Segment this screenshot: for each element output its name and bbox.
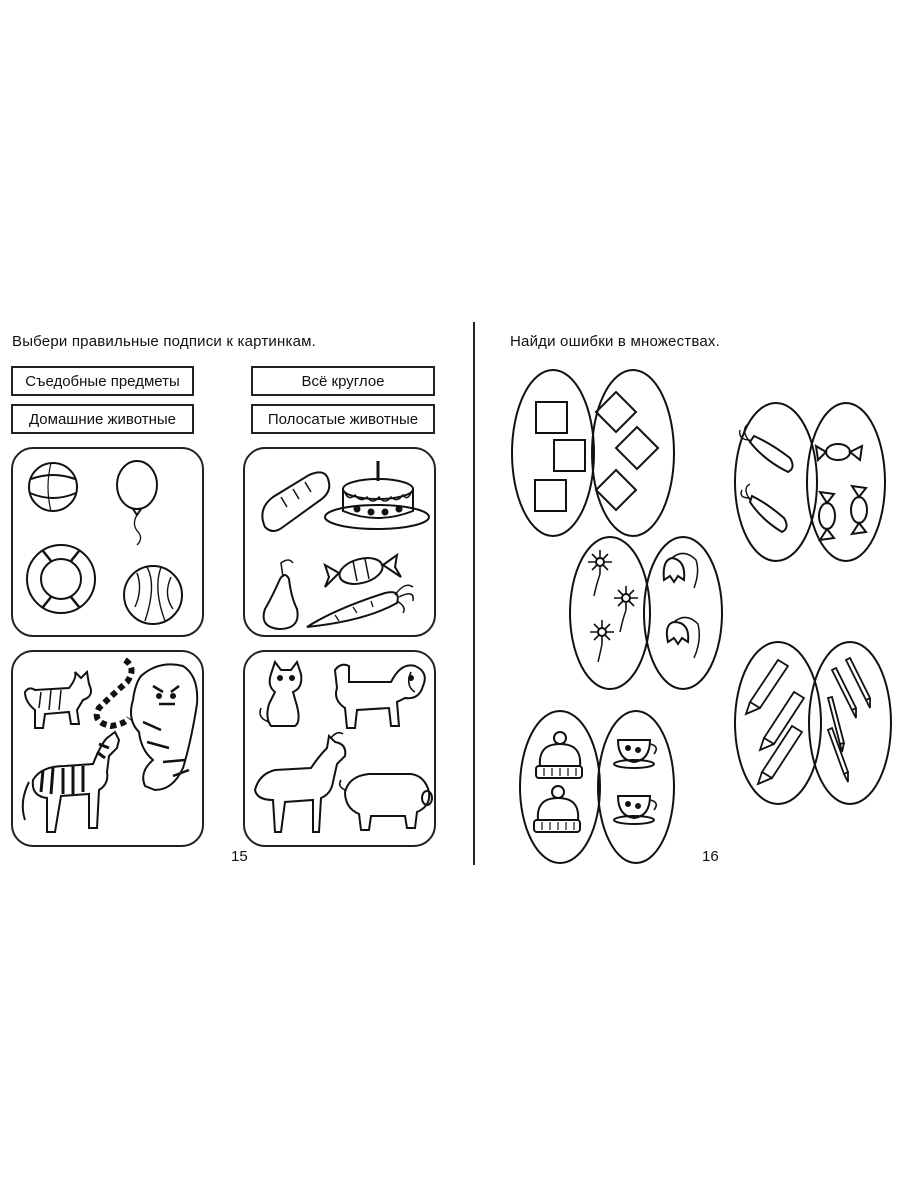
left-instruction: Выбери правильные подписи к картинкам. <box>12 333 316 350</box>
striped-cat-icon <box>25 672 91 728</box>
daisy-icon <box>614 586 638 632</box>
pencil-icon <box>746 660 788 714</box>
set-bellflowers-oval <box>644 537 722 689</box>
bellflower-icon <box>667 617 699 658</box>
panel-edible-items[interactable] <box>243 447 436 637</box>
book-spine <box>473 322 475 865</box>
set-pencils-pens[interactable] <box>735 642 891 804</box>
square-icon <box>536 402 567 433</box>
tiger-icon <box>131 664 197 790</box>
candy-icon <box>325 554 401 589</box>
daisy-icon <box>590 620 614 662</box>
cat-icon <box>260 662 301 726</box>
bellflower-icon <box>664 553 698 588</box>
cup-icon <box>614 740 656 768</box>
candy-icon <box>816 444 862 460</box>
goat-icon <box>255 733 345 832</box>
panel-domestic-animals[interactable] <box>243 650 436 847</box>
label-edible-items[interactable]: Съедобные предметы <box>11 366 194 396</box>
set-carrots-candies[interactable] <box>735 403 885 561</box>
right-page <box>478 320 900 865</box>
watermelon-icon <box>124 566 182 624</box>
lifebuoy-icon <box>27 545 95 613</box>
zebra-icon <box>23 732 119 832</box>
carrot-icon <box>740 424 793 472</box>
dog-icon <box>335 665 425 728</box>
set-rhombuses-oval <box>592 370 674 536</box>
pen-icon <box>846 658 870 708</box>
rhombus-icon <box>596 470 636 510</box>
cake-icon <box>325 461 429 529</box>
candy-icon <box>819 492 835 540</box>
carrot-icon <box>741 484 787 532</box>
set-carrots-oval <box>735 403 817 561</box>
candy-icon <box>851 486 867 534</box>
panel-striped-animals[interactable] <box>11 650 204 847</box>
pear-icon <box>264 560 298 629</box>
set-hats-cups[interactable] <box>520 711 674 863</box>
label-striped-animals[interactable]: Полосатые животные <box>251 404 435 434</box>
set-candies-oval <box>807 403 885 561</box>
rhombus-icon <box>616 427 658 469</box>
set-squares-rhombuses[interactable] <box>512 370 674 536</box>
balloon-icon <box>117 461 157 545</box>
set-daisies-oval <box>570 537 650 689</box>
carrot-icon <box>307 585 413 627</box>
panel-round-things[interactable] <box>11 447 204 637</box>
left-page-number: 15 <box>231 848 248 865</box>
square-icon <box>554 440 585 471</box>
hat-icon <box>536 732 582 778</box>
pen-icon <box>828 697 844 752</box>
hat-icon <box>534 786 580 832</box>
set-cups-oval <box>598 711 674 863</box>
daisy-icon <box>588 550 612 596</box>
left-page <box>0 320 470 865</box>
label-all-round[interactable]: Всё круглое <box>251 366 435 396</box>
cup-icon <box>614 796 656 824</box>
pig-icon <box>340 774 432 830</box>
lemur-tail-icon <box>97 660 132 726</box>
right-instruction: Найди ошибки в множествах. <box>510 333 720 350</box>
bread-icon <box>262 472 329 531</box>
ball-icon <box>29 463 77 511</box>
right-page-number: 16 <box>702 848 719 865</box>
label-domestic-animals[interactable]: Домашние животные <box>11 404 194 434</box>
set-daisies-bellflowers[interactable] <box>570 537 722 689</box>
square-icon <box>535 480 566 511</box>
